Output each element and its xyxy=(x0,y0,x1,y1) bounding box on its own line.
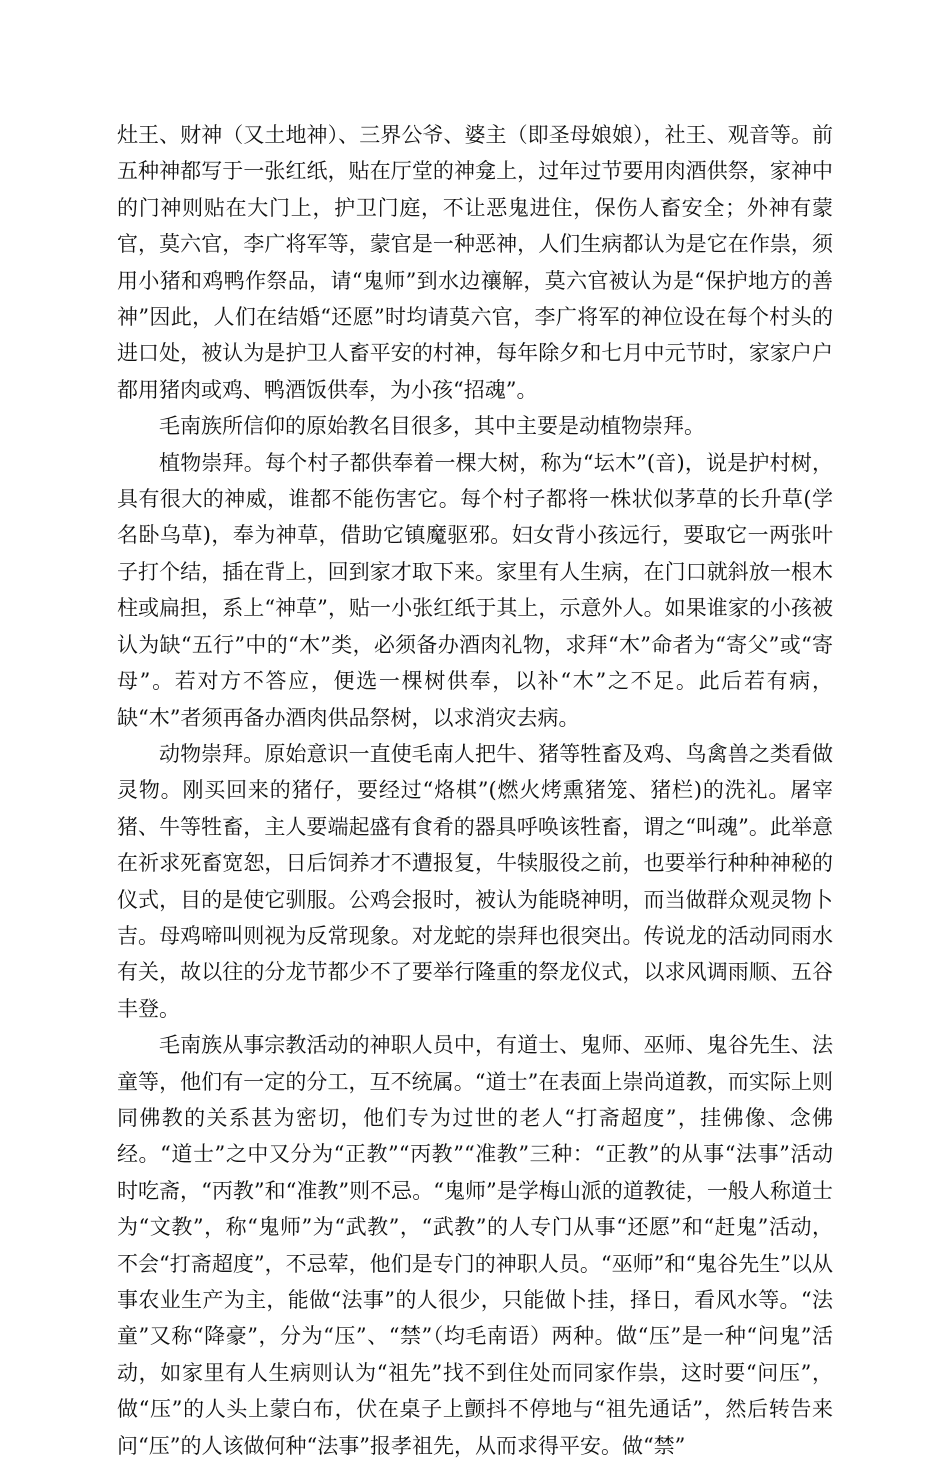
paragraph-religious-personnel: 毛南族从事宗教活动的神职人员中，有道士、鬼师、巫师、鬼谷先生、法童等，他们有一定的分工，互不统属。“道士”在表面上崇尚道教，而实际上则同佛教的关系甚为密切，他们专为过世的老人“打斋超度”，挂佛像、念佛经。“道士”之中又分为“正教”“丙教”“准教”三种：“正教”的从事“法事”活动时吃斋，“丙教”和“准教”则不忌。“鬼师”是学梅山派的道教徒，一般人称道士为“文教”，称“鬼师”为“武教”，“武教”的人专门从事“还愿”和“赶鬼”活动，不会“打斋超度”，不忌荤，他们是专门的神职人员。“巫师”和“鬼谷先生”以从事农业生产为主，能做“法事”的人很少，只能做卜挂，择日，看风水等。“法童”又称“降豪”，分为“压”、“禁”（均毛南语）两种。做“压”是一种“问鬼”活动，如家里有人生病则认为“祖先”找不到住处而同家作祟，这时要“问压”，做“压”的人头上蒙白布，伏在桌子上颤抖不停地与“祖先通话”，然后转告来问“压”的人该做何种“法事”报孝祖先，从而求得平安。做“禁” xyxy=(117,1033,833,1458)
paragraph-primitive-religion-intro: 毛南族所信仰的原始教名目很多，其中主要是动植物崇拜。 xyxy=(159,414,705,439)
paragraph-plant-worship: 植物崇拜。每个村子都供奉着一棵大树，称为“坛木”(音)，说是护村树，具有很大的神威，谁都不能伤害它。每个村子都将一株状似茅草的长升草(学名卧乌草)，奉为神草，借助它镇魔驱邪。妇女背小孩远行，要取它一两张叶子打个结，插在背上，回到家才取下来。家里有人生病，在门口就斜放一根木柱或扁担，系上“神草”，贴一小张红纸于其上，示意外人。如果谁家的小孩被认为缺“五行”中的“木”类，必须备办酒肉礼物，求拜“木”命者为“寄父”或“寄母”。若对方不答应，便选一棵树供奉，以补“木”之不足。此后若有病，缺“木”者须再备办酒肉供品祭树，以求消灾去病。 xyxy=(117,450,833,730)
paragraph-continuation: 灶王、财神（又土地神）、三界公爷、婆主（即圣母娘娘），社王、观音等。前五种神都写于一张红纸，贴在厅堂的神龛上，过年过节要用肉酒供祭，家神中的门神则贴在大门上，护卫门庭，不让恶鬼进住，保伤人畜安全；外神有蒙官，莫六官，李广将军等，蒙官是一种恶神，人们生病都认为是它在作祟，须用小猪和鸡鸭作祭品，请“鬼师”到水边禳解，莫六官被认为是“保护地方的善神”因此，人们在结婚“还愿”时均请莫六官，李广将军的神位设在每个村头的进口处，被认为是护卫人畜平安的村神，每年除夕和七月中元节时，家家户户都用猪肉或鸡、鸭酒饭供奉，为小孩“招魂”。 xyxy=(117,123,833,402)
document-body xyxy=(117,117,833,1464)
paragraph-animal-worship: 动物崇拜。原始意识一直使毛南人把牛、猪等牲畜及鸡、鸟禽兽之类看做灵物。刚买回来的猪仔，要经过“烙棋”(燃火烤熏猪笼、猪栏)的洗礼。屠宰猪、牛等牲畜，主人要端起盛有食肴的器具呼唤该牲畜，谓之“叫魂”。此举意在祈求死畜宽恕，日后饲养才不遭报复，牛犊服役之前，也要举行种种神秘的仪式，目的是使它驯服。公鸡会报时，被认为能晓神明，而当做群众观灵物卜吉。母鸡啼叫则视为反常现象。对龙蛇的崇拜也很突出。传说龙的活动同雨水有关，故以往的分龙节都少不了要举行隆重的祭龙仪式，以求风调雨顺、五谷丰登。 xyxy=(117,741,833,1021)
